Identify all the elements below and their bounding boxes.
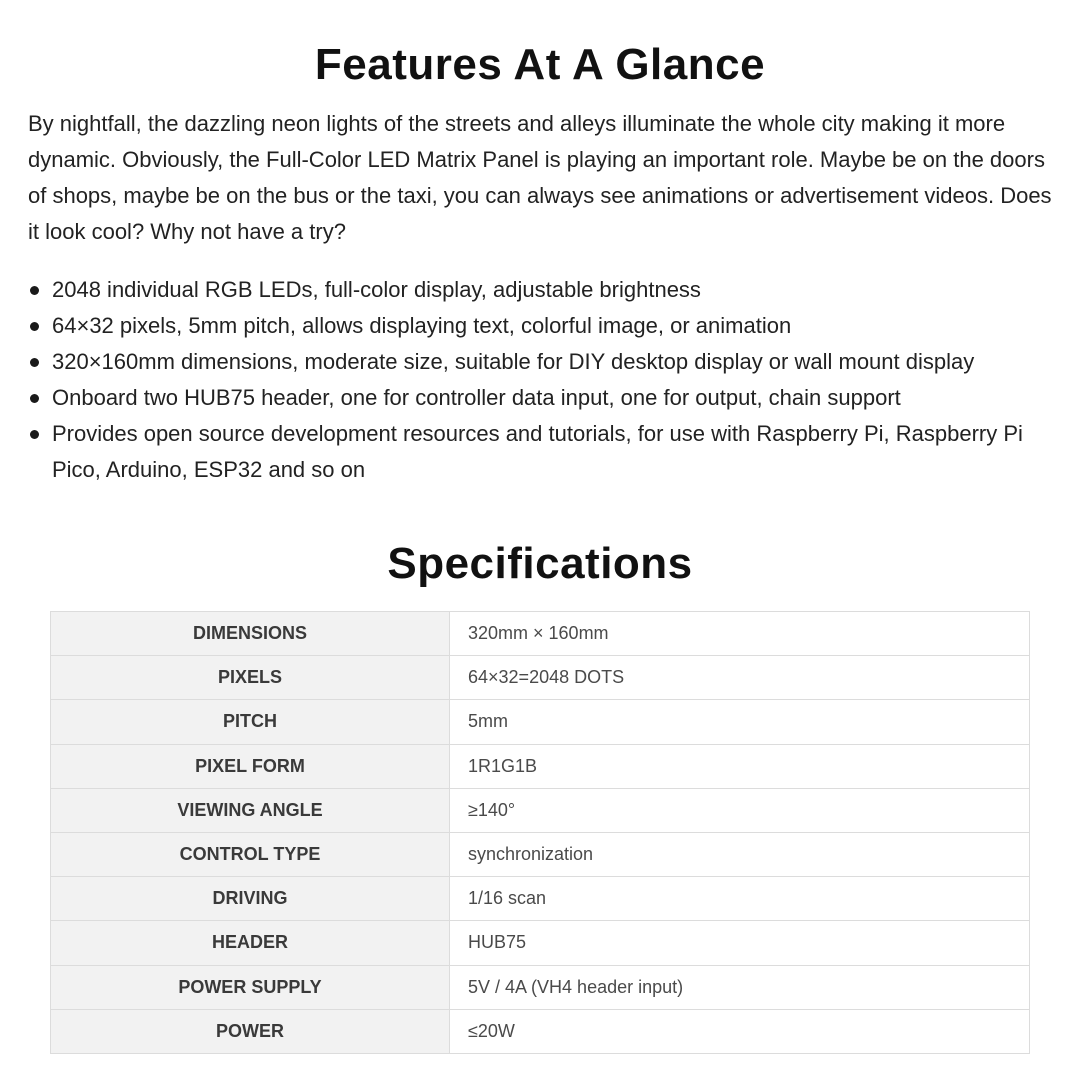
spec-key: PITCH: [51, 700, 450, 744]
spec-value: 5mm: [450, 700, 1030, 744]
spec-value: 1/16 scan: [450, 877, 1030, 921]
spec-key: DIMENSIONS: [51, 612, 450, 656]
spec-value: 1R1G1B: [450, 744, 1030, 788]
table-row: [51, 1009, 1030, 1053]
spec-key: PIXEL FORM: [51, 744, 450, 788]
feature-list-item: [28, 416, 1058, 488]
feature-text: Provides open source development resources and tutorials, for use with Raspberry Pi, Raspberry Pi Pico, Arduino, ESP32 and so on: [52, 421, 1023, 482]
table-row: [51, 700, 1030, 744]
bullet-icon: [30, 394, 39, 403]
spec-key: PIXELS: [51, 656, 450, 700]
feature-list-item: [28, 308, 1058, 344]
table-row: [51, 744, 1030, 788]
spec-key: POWER: [51, 1009, 450, 1053]
feature-list-item: [28, 344, 1058, 380]
features-intro-paragraph: By nightfall, the dazzling neon lights of the streets and alleys illuminate the whole city making it more dynamic. Obviously, the Full-Color LED Matrix Panel is playing an important role. Maybe be on the doors of shops, maybe be on the bus or the taxi, you can always see animations or advertisement videos. Does it look cool? Why not have a try?: [28, 111, 1052, 244]
spec-value: 64×32=2048 DOTS: [450, 656, 1030, 700]
spec-value: HUB75: [450, 921, 1030, 965]
spec-key: CONTROL TYPE: [51, 832, 450, 876]
table-row: [51, 832, 1030, 876]
feature-list-item: [28, 272, 1058, 308]
table-row: [51, 921, 1030, 965]
table-row: [51, 788, 1030, 832]
bullet-icon: [30, 286, 39, 295]
feature-text: 320×160mm dimensions, moderate size, suitable for DIY desktop display or wall mount display: [52, 349, 975, 374]
table-row: [51, 612, 1030, 656]
specifications-title: Specifications: [387, 539, 693, 588]
spec-value: ≤20W: [450, 1009, 1030, 1053]
table-row: [51, 965, 1030, 1009]
spec-key: DRIVING: [51, 877, 450, 921]
specifications-table: [50, 611, 1030, 1054]
table-row: [51, 656, 1030, 700]
spec-value: ≥140°: [450, 788, 1030, 832]
spec-value: 320mm × 160mm: [450, 612, 1030, 656]
bullet-icon: [30, 430, 39, 439]
feature-text: Onboard two HUB75 header, one for controller data input, one for output, chain support: [52, 385, 901, 410]
bullet-icon: [30, 358, 39, 367]
spec-key: HEADER: [51, 921, 450, 965]
spec-key: POWER SUPPLY: [51, 965, 450, 1009]
features-list: [28, 272, 1058, 488]
feature-text: 64×32 pixels, 5mm pitch, allows displaying text, colorful image, or animation: [52, 313, 792, 338]
spec-value: 5V / 4A (VH4 header input): [450, 965, 1030, 1009]
spec-key: VIEWING ANGLE: [51, 788, 450, 832]
feature-list-item: [28, 380, 1058, 416]
spec-value: synchronization: [450, 832, 1030, 876]
table-row: [51, 877, 1030, 921]
bullet-icon: [30, 322, 39, 331]
features-title: Features At A Glance: [314, 40, 766, 89]
feature-text: 2048 individual RGB LEDs, full-color display, adjustable brightness: [52, 277, 701, 302]
